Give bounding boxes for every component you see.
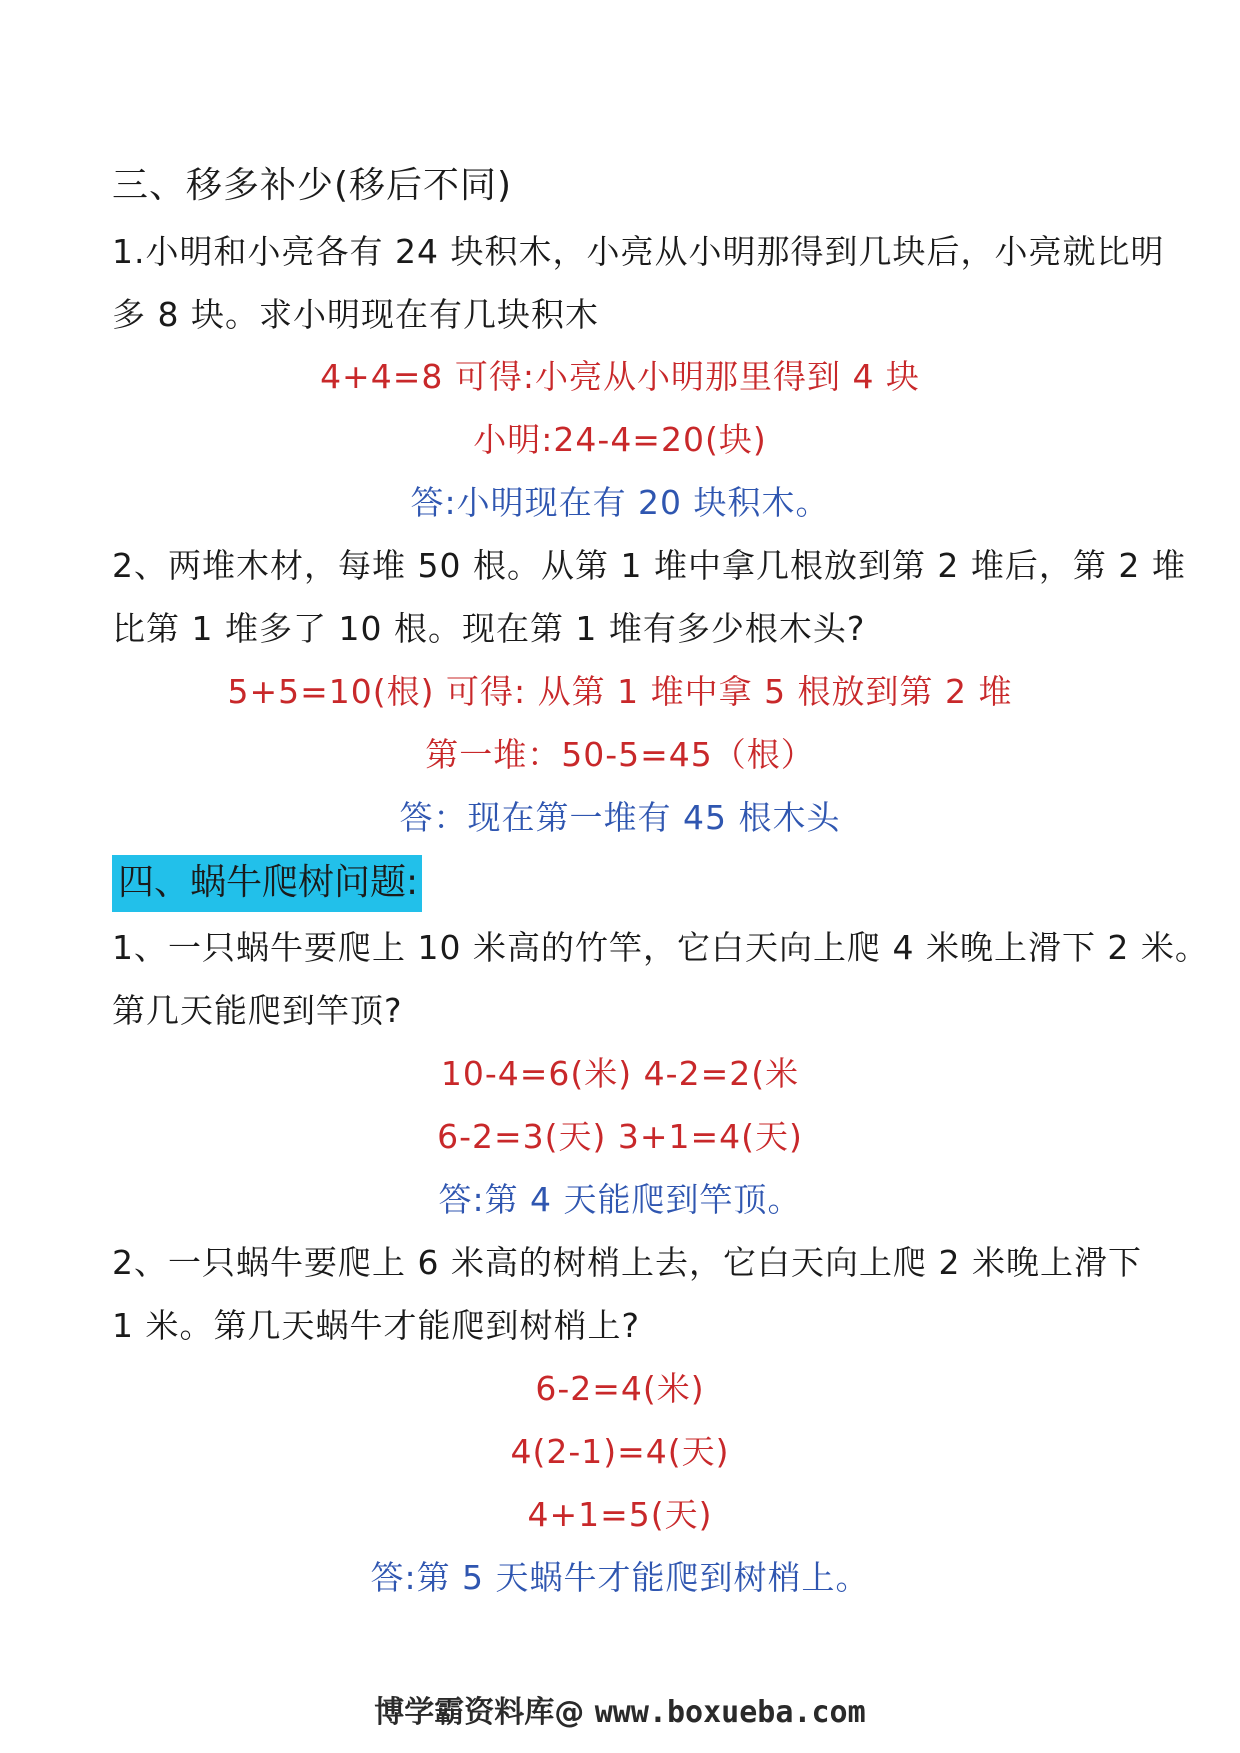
s4-q2-solution-3: 4+1=5(天) [527, 1495, 713, 1534]
watermark-site: 博学霸资料库@ [374, 1695, 585, 1730]
watermark [0, 1695, 1240, 1731]
s4-q2-line2: 1 米。第几天蜗牛才能爬到树梢上? [112, 1306, 641, 1345]
s3-q1-answer: 答:小明现在有 20 块积木。 [410, 483, 830, 522]
s4-q2-solution-1: 6-2=4(米) [535, 1369, 705, 1408]
s3-q1-line2: 多 8 块。求小明现在有几块积木 [112, 295, 599, 334]
section-4-heading: 四、蜗牛爬树问题: [118, 862, 419, 903]
s3-q2-line2: 比第 1 堆多了 10 根。现在第 1 堆有多少根木头? [112, 609, 866, 648]
s4-q1-line1: 1、一只蜗牛要爬上 10 米高的竹竿，它白天向上爬 4 米晚上滑下 2 米。 [112, 928, 1209, 967]
watermark-url: www.boxueba.com [594, 1695, 866, 1730]
s3-q1-solution-2: 小明:24-4=20(块) [473, 420, 767, 459]
s4-q1-answer: 答:第 4 天能爬到竿顶。 [438, 1180, 802, 1219]
s3-q2-solution-2: 第一堆：50-5=45（根） [425, 735, 815, 774]
s4-q2-line1: 2、一只蜗牛要爬上 6 米高的树梢上去，它白天向上爬 2 米晚上滑下 [112, 1243, 1142, 1282]
s4-q1-solution-1: 10-4=6(米) 4-2=2(米 [440, 1054, 800, 1093]
s3-q1-line1: 1.小明和小亮各有 24 块积木，小亮从小明那得到几块后，小亮就比明 [112, 232, 1165, 271]
s4-q1-line2: 第几天能爬到竿顶? [112, 991, 403, 1030]
s3-q2-solution-1: 5+5=10(根) 可得: 从第 1 堆中拿 5 根放到第 2 堆 [227, 672, 1013, 711]
s3-q1-solution-1: 4+4=8 可得:小亮从小明那里得到 4 块 [320, 357, 920, 396]
s3-q2-answer: 答：现在第一堆有 45 根木头 [399, 798, 841, 837]
s4-q2-solution-2: 4(2-1)=4(天) [510, 1432, 730, 1471]
s4-q1-solution-2: 6-2=3(天) 3+1=4(天) [437, 1117, 803, 1156]
s4-q2-answer: 答:第 5 天蜗牛才能爬到树梢上。 [370, 1558, 870, 1597]
section-3-heading: 三、移多补少(移后不同) [112, 165, 513, 206]
s3-q2-line1: 2、两堆木材，每堆 50 根。从第 1 堆中拿几根放到第 2 堆后，第 2 堆 [112, 546, 1186, 585]
